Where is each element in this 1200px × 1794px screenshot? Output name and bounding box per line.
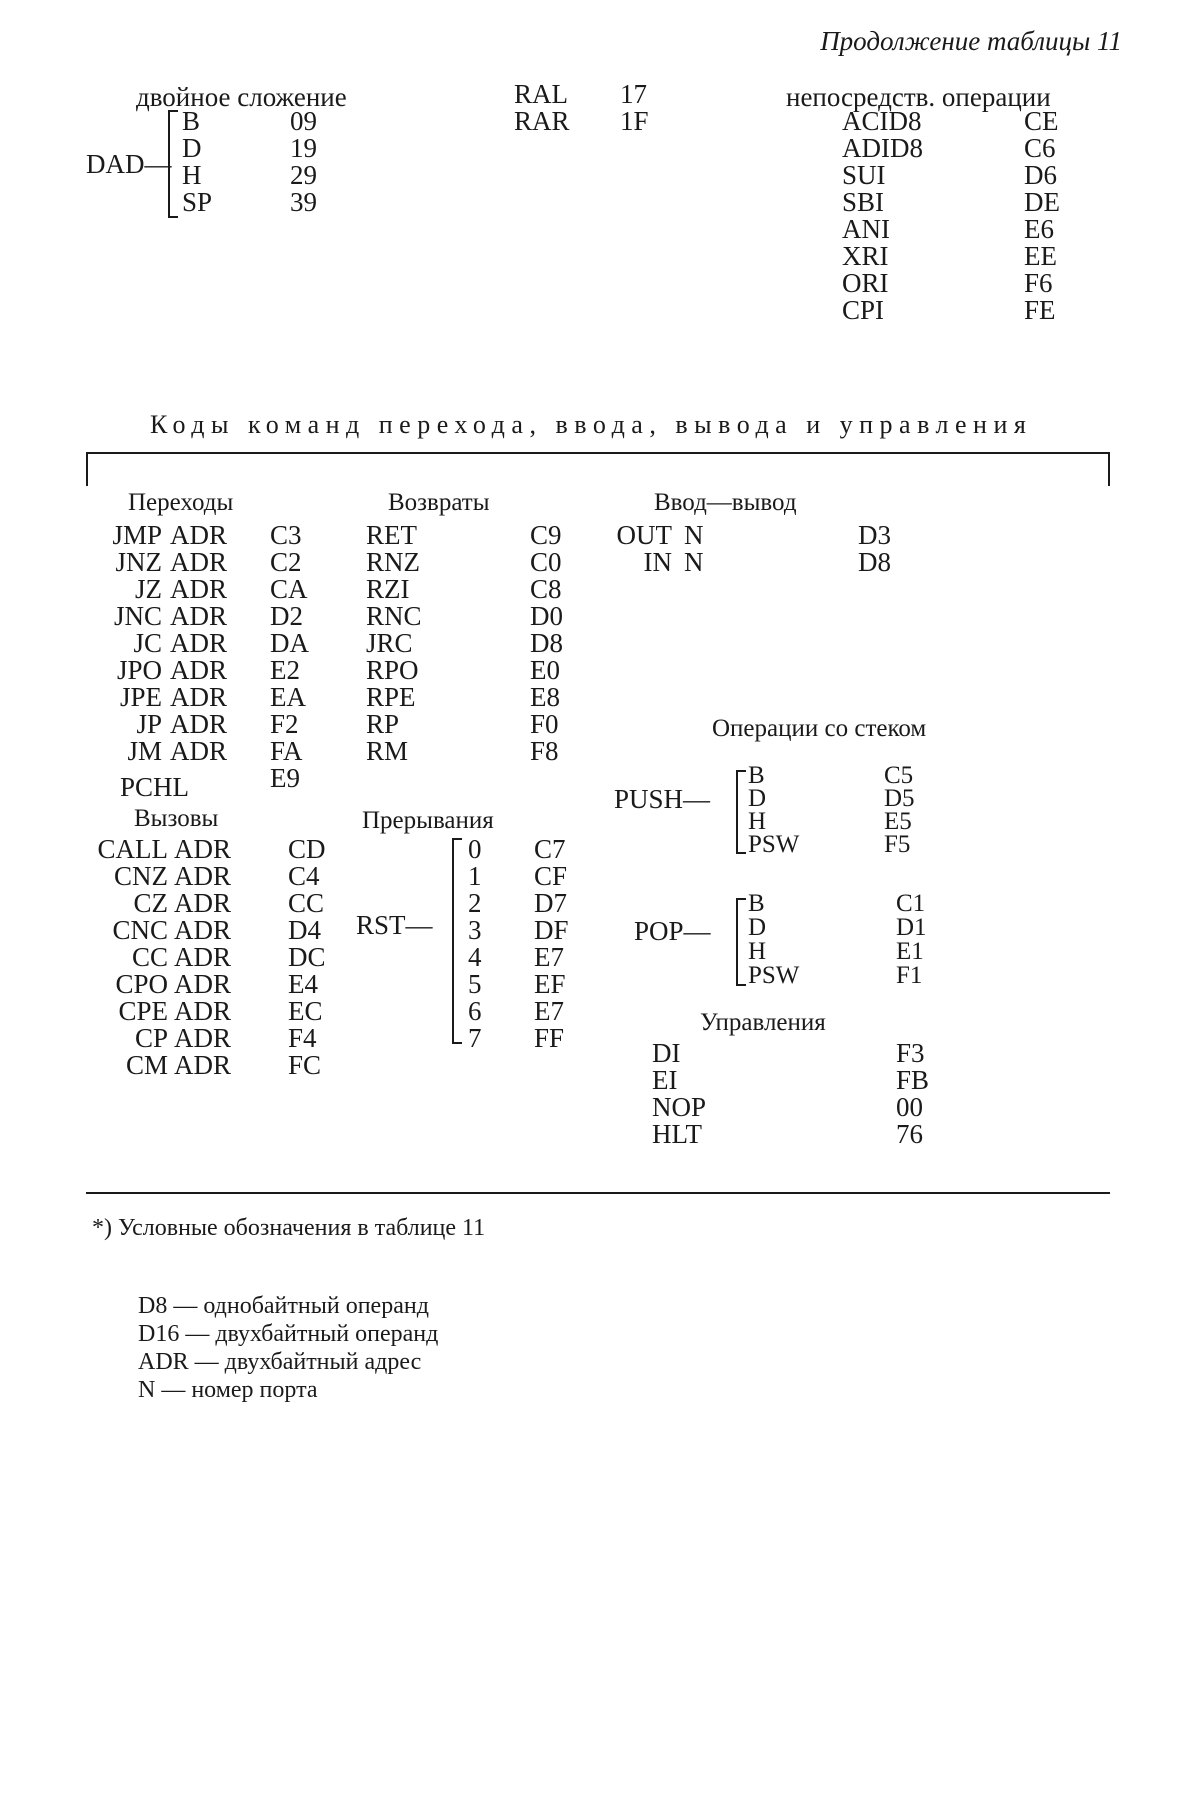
call-code: F4 bbox=[288, 1023, 317, 1053]
call-arg: ADR bbox=[174, 1050, 232, 1080]
control-op: HLT bbox=[652, 1119, 703, 1149]
jump-op: JNZ bbox=[115, 547, 162, 577]
rot-mnemonic: RAL bbox=[514, 79, 568, 109]
pop-regs bbox=[748, 892, 799, 988]
call-arg: ADR bbox=[174, 888, 232, 918]
pop-brace bbox=[736, 898, 746, 986]
footnote-items bbox=[138, 1292, 438, 1404]
rot-codes bbox=[620, 81, 649, 135]
rst-num: 4 bbox=[468, 942, 482, 972]
return-code: F8 bbox=[530, 736, 559, 766]
return-code: F0 bbox=[530, 709, 559, 739]
jumps-header: Переходы bbox=[128, 489, 234, 516]
push-code: F5 bbox=[884, 831, 911, 858]
call-op: CNZ bbox=[114, 861, 168, 891]
rst-label: RST— bbox=[356, 910, 433, 940]
stack-header: Операции со стеком bbox=[712, 715, 927, 742]
pop-reg: D bbox=[748, 914, 767, 941]
return-code: E0 bbox=[530, 655, 560, 685]
return-op: RP bbox=[366, 709, 400, 739]
rst-num: 3 bbox=[468, 915, 482, 945]
pop-reg: B bbox=[748, 890, 765, 917]
footnote-title: *) Условные обозначения в таблице 11 bbox=[92, 1215, 486, 1241]
io-code: D8 bbox=[858, 547, 891, 577]
pop-label: POP— bbox=[634, 916, 711, 946]
return-code: C0 bbox=[530, 547, 562, 577]
return-code: C8 bbox=[530, 574, 562, 604]
footnote-item: ADR — двухбайтный адрес bbox=[138, 1349, 422, 1375]
rst-code: DF bbox=[534, 915, 569, 945]
call-arg: ADR bbox=[174, 996, 232, 1026]
call-arg: ADR bbox=[174, 915, 232, 945]
push-reg: PSW bbox=[748, 831, 800, 858]
return-op: JRC bbox=[366, 628, 413, 658]
rst-num: 0 bbox=[468, 834, 482, 864]
jump-op: JNC bbox=[113, 601, 162, 631]
rst-num: 7 bbox=[468, 1023, 482, 1053]
rst-num: 6 bbox=[468, 996, 482, 1026]
return-op: RM bbox=[366, 736, 409, 766]
call-op: CALL bbox=[97, 834, 168, 864]
jump-op: JP bbox=[136, 709, 162, 739]
jump-op: JPO bbox=[116, 655, 162, 685]
dad-reg: SP bbox=[182, 187, 213, 217]
return-code: C9 bbox=[530, 520, 562, 550]
jump-code: DA bbox=[270, 628, 309, 658]
call-op: CZ bbox=[133, 888, 168, 918]
push-regs bbox=[748, 764, 799, 856]
rot-code: 17 bbox=[620, 79, 647, 109]
imm-code: DE bbox=[1024, 187, 1060, 217]
imm-mnemonic: ANI bbox=[842, 214, 890, 244]
call-code: CC bbox=[288, 888, 325, 918]
jump-code: C3 bbox=[270, 520, 302, 550]
return-code: D8 bbox=[530, 628, 563, 658]
imm-code: D6 bbox=[1024, 160, 1057, 190]
push-label: PUSH— bbox=[614, 784, 711, 814]
pop-reg: PSW bbox=[748, 962, 800, 989]
call-code: DC bbox=[288, 942, 326, 972]
dad-label: DAD— bbox=[86, 149, 172, 179]
footnote-item: N — номер порта bbox=[138, 1377, 318, 1403]
return-op: RET bbox=[366, 520, 417, 550]
control-op: NOP bbox=[652, 1092, 707, 1122]
imm-mnemonics bbox=[842, 108, 923, 324]
calls-codes bbox=[288, 836, 326, 1079]
io-arg: N bbox=[684, 520, 704, 550]
table-left-tick bbox=[86, 452, 88, 486]
jump-arg: ADR bbox=[170, 601, 228, 631]
call-arg: ADR bbox=[174, 861, 232, 891]
call-op: CPO bbox=[115, 969, 168, 999]
dad-code: 29 bbox=[290, 160, 317, 190]
jump-code: EA bbox=[270, 682, 306, 712]
jump-op: JC bbox=[133, 628, 162, 658]
return-op: RPO bbox=[366, 655, 419, 685]
call-arg: ADR bbox=[174, 834, 232, 864]
io-args bbox=[684, 522, 704, 576]
imm-mnemonic: ORI bbox=[842, 268, 889, 298]
push-codes bbox=[884, 764, 915, 856]
call-arg: ADR bbox=[174, 1023, 232, 1053]
control-code: F3 bbox=[896, 1038, 925, 1068]
jump-op: JM bbox=[127, 736, 162, 766]
call-code: C4 bbox=[288, 861, 320, 891]
io-ops bbox=[600, 522, 672, 576]
pop-code: C1 bbox=[896, 890, 926, 917]
calls-header: Вызовы bbox=[134, 805, 219, 832]
section-title: Коды команд перехода, ввода, вывода и управления bbox=[150, 410, 1033, 439]
continuation-label: Продолжение таблицы 11 bbox=[820, 26, 1122, 56]
call-op: CC bbox=[131, 942, 168, 972]
interrupts-header: Прерывания bbox=[362, 807, 494, 834]
control-op: EI bbox=[652, 1065, 678, 1095]
imm-mnemonic: SBI bbox=[842, 187, 885, 217]
table-bottom-rule bbox=[86, 1192, 1110, 1194]
interrupts-codes bbox=[534, 836, 569, 1052]
call-op: CM bbox=[125, 1050, 168, 1080]
pop-code: E1 bbox=[896, 938, 924, 965]
push-code: E5 bbox=[884, 808, 912, 835]
rst-code: FF bbox=[534, 1023, 565, 1053]
push-reg: H bbox=[748, 808, 767, 835]
return-op: RNC bbox=[366, 601, 422, 631]
imm-mnemonic: CPI bbox=[842, 295, 885, 325]
rst-num: 1 bbox=[468, 861, 482, 891]
push-code: D5 bbox=[884, 785, 915, 812]
jump-arg: ADR bbox=[170, 655, 228, 685]
io-code: D3 bbox=[858, 520, 891, 550]
jump-arg: ADR bbox=[170, 709, 228, 739]
io-arg: N bbox=[684, 547, 704, 577]
rst-code: E7 bbox=[534, 942, 564, 972]
dad-reg: D bbox=[182, 133, 202, 163]
io-codes bbox=[858, 522, 891, 576]
jump-op: JMP bbox=[112, 520, 162, 550]
jumps-args bbox=[170, 522, 227, 765]
dad-regs bbox=[182, 108, 212, 216]
return-op: RPE bbox=[366, 682, 416, 712]
interrupts-nums bbox=[468, 836, 482, 1052]
imm-mnemonic: SUI bbox=[842, 160, 886, 190]
dad-code: 19 bbox=[290, 133, 317, 163]
dad-reg: B bbox=[182, 106, 201, 136]
jump-code: FA bbox=[270, 736, 303, 766]
call-arg: ADR bbox=[174, 969, 232, 999]
jump-code: F2 bbox=[270, 709, 299, 739]
rst-code: CF bbox=[534, 861, 568, 891]
footnote-item: D8 — однобайтный операнд bbox=[138, 1293, 429, 1319]
return-op: RZI bbox=[366, 574, 410, 604]
imm-codes bbox=[1024, 108, 1060, 324]
control-ops bbox=[652, 1040, 706, 1148]
footnote-item: D16 — двухбайтный операнд bbox=[138, 1321, 439, 1347]
rot-mnemonic: RAR bbox=[514, 106, 570, 136]
imm-code: E6 bbox=[1024, 214, 1054, 244]
rst-num: 2 bbox=[468, 888, 482, 918]
rst-code: E7 bbox=[534, 996, 564, 1026]
jumps-codes bbox=[270, 522, 309, 792]
jump-op: JZ bbox=[135, 574, 162, 604]
pop-reg: H bbox=[748, 938, 767, 965]
push-code: C5 bbox=[884, 762, 914, 789]
pop-code: F1 bbox=[896, 962, 923, 989]
imm-code: FE bbox=[1024, 295, 1056, 325]
imm-mnemonic: XRI bbox=[842, 241, 889, 271]
returns-ops bbox=[366, 522, 422, 765]
jump-code: E9 bbox=[270, 763, 300, 793]
rst-num: 5 bbox=[468, 969, 482, 999]
jump-arg: ADR bbox=[170, 682, 228, 712]
control-code: 76 bbox=[896, 1119, 923, 1149]
calls-ops bbox=[96, 836, 168, 1079]
dad-brace bbox=[168, 110, 178, 218]
rst-code: C7 bbox=[534, 834, 566, 864]
rst-code: D7 bbox=[534, 888, 567, 918]
returns-codes bbox=[530, 522, 563, 765]
control-op: DI bbox=[652, 1038, 681, 1068]
call-op: CP bbox=[134, 1023, 168, 1053]
rot-mnemonics bbox=[514, 81, 570, 135]
jump-op-pchl: PCHL bbox=[120, 772, 190, 802]
jump-arg: ADR bbox=[170, 628, 228, 658]
jump-op: JPE bbox=[119, 682, 162, 712]
table-right-tick bbox=[1108, 452, 1110, 486]
dad-code: 09 bbox=[290, 106, 317, 136]
call-op: CNC bbox=[112, 915, 168, 945]
jump-code: E2 bbox=[270, 655, 300, 685]
jumps-ops bbox=[96, 522, 162, 765]
call-code: D4 bbox=[288, 915, 321, 945]
io-op: IN bbox=[643, 547, 672, 577]
imm-code: C6 bbox=[1024, 133, 1056, 163]
push-reg: B bbox=[748, 762, 765, 789]
dad-code: 39 bbox=[290, 187, 317, 217]
call-code: CD bbox=[288, 834, 326, 864]
control-code: FB bbox=[896, 1065, 930, 1095]
call-op: CPE bbox=[118, 996, 168, 1026]
call-arg: ADR bbox=[174, 942, 232, 972]
rot-code: 1F bbox=[620, 106, 649, 136]
rst-brace bbox=[452, 838, 462, 1044]
control-code: 00 bbox=[896, 1092, 923, 1122]
jump-code: C2 bbox=[270, 547, 302, 577]
push-brace bbox=[736, 770, 746, 854]
call-code: E4 bbox=[288, 969, 318, 999]
imm-header: непосредств. операции bbox=[786, 82, 1051, 112]
control-header: Управления bbox=[700, 1009, 826, 1036]
calls-args bbox=[174, 836, 231, 1079]
imm-code: F6 bbox=[1024, 268, 1053, 298]
jump-arg: ADR bbox=[170, 736, 228, 766]
rst-code: EF bbox=[534, 969, 566, 999]
imm-mnemonic: ACID8 bbox=[842, 106, 922, 136]
return-op: RNZ bbox=[366, 547, 420, 577]
call-code: EC bbox=[288, 996, 323, 1026]
call-code: FC bbox=[288, 1050, 322, 1080]
returns-header: Возвраты bbox=[388, 489, 490, 516]
return-code: E8 bbox=[530, 682, 560, 712]
pop-code: D1 bbox=[896, 914, 927, 941]
imm-code: CE bbox=[1024, 106, 1059, 136]
jump-arg: ADR bbox=[170, 574, 228, 604]
push-reg: D bbox=[748, 785, 767, 812]
control-codes bbox=[896, 1040, 929, 1148]
jump-code: D2 bbox=[270, 601, 303, 631]
jump-arg: ADR bbox=[170, 547, 228, 577]
jump-arg: ADR bbox=[170, 520, 228, 550]
return-code: D0 bbox=[530, 601, 563, 631]
io-op: OUT bbox=[616, 520, 672, 550]
imm-code: EE bbox=[1024, 241, 1057, 271]
dad-codes bbox=[290, 108, 317, 216]
pop-codes bbox=[896, 892, 927, 988]
io-header: Ввод—вывод bbox=[654, 489, 797, 516]
add-header: двойное сложение bbox=[136, 82, 347, 112]
jump-code: CA bbox=[270, 574, 308, 604]
table-top-rule bbox=[86, 452, 1110, 454]
imm-mnemonic: ADID8 bbox=[842, 133, 923, 163]
dad-reg: H bbox=[182, 160, 202, 190]
